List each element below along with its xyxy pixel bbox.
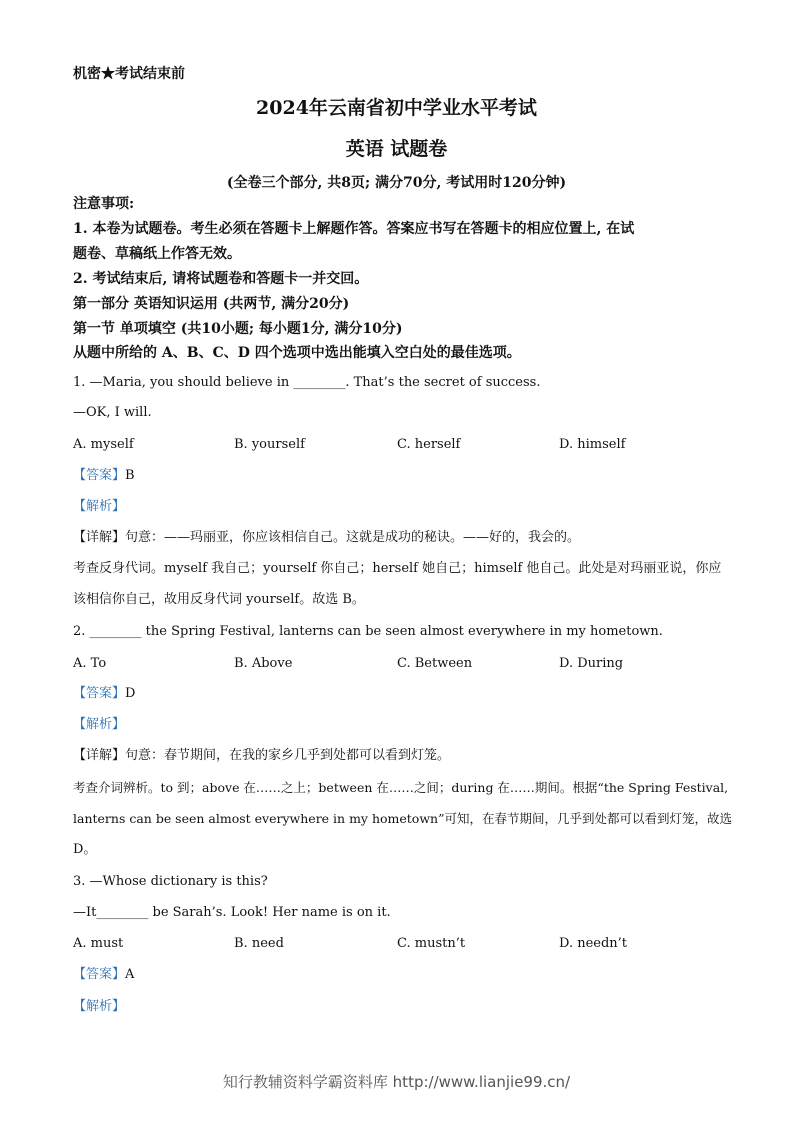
question-1-reply: —OK, I will. <box>73 405 152 420</box>
question-3-option-a: A. must <box>73 936 124 951</box>
part-1-heading: 第一部分 英语知识运用 (共两节, 满分20分) <box>73 296 350 312</box>
exam-title: 2024年云南省初中学业水平考试 <box>256 97 537 119</box>
exam-subtitle: 英语 试题卷 <box>345 138 448 160</box>
detail-text: 句意：春节期间，在我的家乡几乎到处都可以看到灯笼。 <box>125 748 451 763</box>
question-1-explain-line-1: 考查反身代词。myself 我自己；yourself 你自己；herself 她自己；himself 他自己。此处是对玛丽亚说，你应 <box>73 561 722 576</box>
question-1-option-b: B. yourself <box>234 437 305 452</box>
question-1-option-d: D. himself <box>559 437 626 452</box>
question-1-explain-line-2: 该相信你自己，故用反身代词 yourself。故选 B。 <box>73 592 365 607</box>
question-1-analysis-tag: 【解析】 <box>73 499 126 514</box>
question-2-option-c: C. Between <box>397 656 473 671</box>
answer-tag: 【答案】 <box>73 967 126 982</box>
exam-info: (全卷三个部分, 共8页; 满分70分, 考试用时120分钟) <box>226 175 567 191</box>
notice-heading: 注意事项: <box>73 196 135 212</box>
question-2-option-d: D. During <box>559 656 624 671</box>
question-2-answer <box>73 686 135 702</box>
question-3-analysis-tag: 【解析】 <box>73 999 126 1014</box>
notice-item-1-line-2: 题卷、草稿纸上作答无效。 <box>73 246 241 262</box>
question-1-answer <box>73 468 135 484</box>
answer-value: D <box>125 686 136 701</box>
detail-tag: 【详解】 <box>73 748 126 763</box>
answer-tag: 【答案】 <box>73 686 126 701</box>
notice-item-2: 2. 考试结束后, 请将试题卷和答题卡一并交回。 <box>73 271 369 287</box>
question-1-stem: 1. —Maria, you should believe in ________. That’s the secret of success. <box>73 375 541 390</box>
confidential-label: 机密★考试结束前 <box>73 66 185 82</box>
question-2-analysis-tag: 【解析】 <box>73 717 126 732</box>
question-2-explain-line-1: 考查介词辨析。to 到；above 在……之上；between 在……之间；during 在……期间。根据“the Spring Festival, <box>73 780 729 795</box>
question-3-option-c: C. mustn’t <box>397 936 466 951</box>
question-3-stem: 3. —Whose dictionary is this? <box>73 874 268 889</box>
question-3-reply: —It________ be Sarah’s. Look! Her name is on it. <box>73 905 391 920</box>
question-2-explain-line-3: D。 <box>73 842 97 857</box>
question-1-detail <box>73 530 580 546</box>
question-3-option-b: B. need <box>234 936 284 951</box>
section-instruction: 从题中所给的 A、B、C、D 四个选项中选出能填入空白处的最佳选项。 <box>73 345 521 361</box>
detail-tag: 【详解】 <box>73 530 126 545</box>
question-2-detail <box>73 748 450 764</box>
question-2-explain-line-2: lanterns can be seen almost everywhere in my hometown”可知，在春节期间，几乎到处都可以看到灯笼，故选 <box>73 811 732 826</box>
question-2-option-a: A. To <box>73 656 107 671</box>
footer-watermark: 知行教辅资料学霸资料库 http://www.lianjie99.cn/ <box>222 1073 571 1091</box>
question-3-answer <box>73 967 134 983</box>
answer-value: A <box>125 967 135 982</box>
question-1-option-a: A. myself <box>73 437 134 452</box>
question-1-option-c: C. herself <box>397 437 461 452</box>
answer-value: B <box>125 468 135 483</box>
question-2-stem: 2. ________ the Spring Festival, lanterns can be seen almost everywhere in my hometown. <box>73 624 663 639</box>
question-2-option-b: B. Above <box>234 656 293 671</box>
question-3-option-d: D. needn’t <box>559 936 628 951</box>
section-1-heading: 第一节 单项填空 (共10小题; 每小题1分, 满分10分) <box>73 321 403 337</box>
answer-tag: 【答案】 <box>73 468 126 483</box>
notice-item-1-line-1: 1. 本卷为试题卷。考生必须在答题卡上解题作答。答案应书写在答题卡的相应位置上, 在试 <box>73 221 635 237</box>
detail-text: 句意：——玛丽亚，你应该相信自己。这就是成功的秘诀。——好的，我会的。 <box>125 530 581 545</box>
